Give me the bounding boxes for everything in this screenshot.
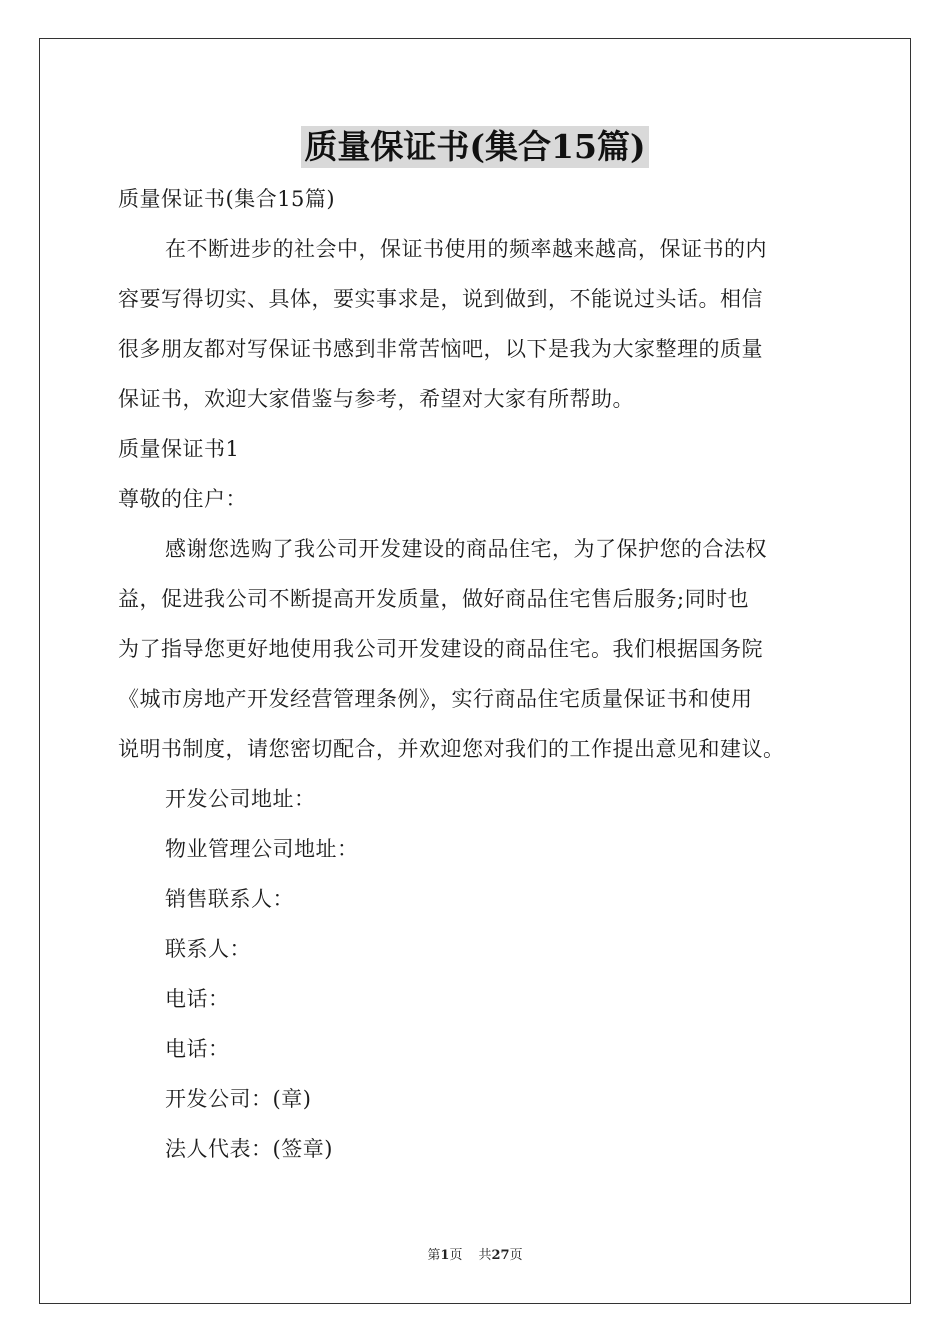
field-phone: 电话： (165, 987, 230, 1011)
body-line: 为了指导您更好地使用我公司开发建设的商品住宅。我们根据国务院 (118, 637, 763, 661)
body-line: 《城市房地产开发经营管理条例》，实行商品住宅质量保证书和使用 (118, 687, 753, 711)
body-line: 感谢您选购了我公司开发建设的商品住宅，为了保护您的合法权 (165, 537, 767, 561)
title-container (0, 126, 950, 168)
total-prefix: 共 (478, 1248, 492, 1263)
page-prefix: 第 (427, 1248, 441, 1263)
field-developer-address: 开发公司地址： (165, 787, 316, 811)
field-property-address: 物业管理公司地址： (165, 837, 359, 861)
page-footer (0, 1247, 950, 1265)
section-heading: 质量保证书1 (118, 437, 240, 461)
field-developer-seal: 开发公司：(章) (165, 1087, 312, 1111)
intro-line: 容要写得切实、具体，要实事求是，说到做到，不能说过头话。相信 (118, 287, 763, 311)
intro-line: 很多朋友都对写保证书感到非常苦恼吧，以下是我为大家整理的质量 (118, 337, 763, 361)
body-line: 说明书制度，请您密切配合，并欢迎您对我们的工作提出意见和建议。 (118, 737, 785, 761)
intro-line: 保证书，欢迎大家借鉴与参考，希望对大家有所帮助。 (118, 387, 634, 411)
body-line: 益，促进我公司不断提高开发质量，做好商品住宅售后服务;同时也 (118, 587, 750, 611)
document-subtitle: 质量保证书(集合15篇) (118, 187, 336, 211)
field-phone: 电话： (165, 1037, 230, 1061)
total-pages: 27 (491, 1248, 510, 1263)
field-sales-contact: 销售联系人： (165, 887, 294, 911)
document-title: 质量保证书(集合15篇) (301, 126, 648, 168)
total-suffix: 页 (509, 1248, 523, 1263)
field-legal-rep-signature: 法人代表：(签章) (165, 1137, 333, 1161)
field-contact: 联系人： (165, 937, 251, 961)
intro-line: 在不断进步的社会中，保证书使用的频率越来越高，保证书的内 (165, 237, 767, 261)
salutation: 尊敬的住户： (118, 487, 247, 511)
page-suffix: 页 (449, 1248, 463, 1263)
page-border (39, 38, 911, 1304)
page-current: 1 (440, 1248, 450, 1263)
